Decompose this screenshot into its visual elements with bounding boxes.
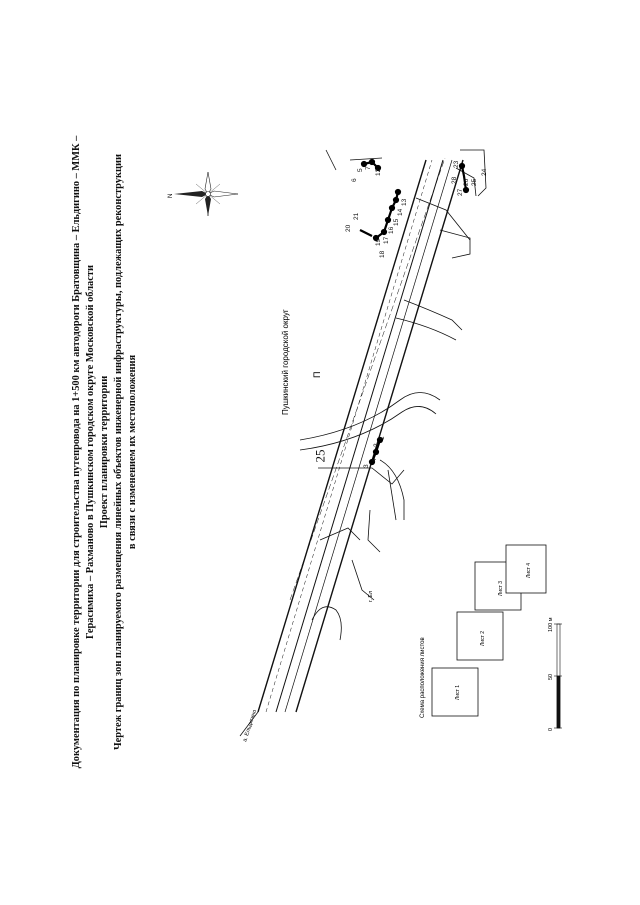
title-line-3: Проект планировки территории	[99, 375, 110, 529]
road-corridor	[240, 150, 463, 736]
point-label-7: 7	[365, 166, 372, 170]
point-label-19: 19	[375, 238, 382, 246]
point-label-14: 14	[397, 208, 404, 216]
point-label-6: 6	[351, 178, 358, 182]
district-label: Пушкинский городской округ	[281, 309, 290, 415]
point-label-24: 24	[481, 168, 488, 176]
road-label-end: г. Ел	[368, 590, 374, 602]
point-label-16: 16	[388, 226, 395, 234]
point-label-13: 13	[401, 198, 408, 206]
point-label-23: 23	[453, 160, 460, 168]
point-label-12: 12	[375, 168, 382, 176]
sheet-label-4: Лист 4	[526, 562, 532, 578]
point-label-18: 18	[379, 250, 386, 258]
title-line-5: в связи с изменением их местоположения	[127, 354, 138, 550]
title-line-4: Чертеж границ зон планируемого размещения линейных объектов инженерной инфраструктуры, подлежащих реконструкции	[113, 154, 124, 750]
point-label-2: 2	[373, 443, 380, 447]
point-label-20: 20	[345, 224, 352, 232]
scale-tick-50: 50	[548, 673, 554, 680]
point-label-27: 27	[457, 188, 464, 196]
sheet-label-3: Лист 3	[498, 580, 504, 596]
point-label-21: 21	[353, 212, 360, 220]
point-label-26: 26	[463, 178, 470, 186]
scale-tick-100: 100 м	[548, 617, 554, 632]
sheet-layout-title: Схема расположения листов	[420, 637, 426, 718]
point-label-17: 17	[383, 236, 390, 244]
point-label-28: 28	[451, 176, 458, 184]
point-label-15: 15	[393, 218, 400, 226]
sheet-label-1: Лист 1	[455, 684, 461, 700]
title-line-2: Герасимиха – Рахманово в Пушкинском городском округе Московской области	[85, 265, 96, 639]
scale-bar	[554, 624, 562, 728]
point-label-1: 1	[379, 436, 386, 440]
scale-tick-0: 0	[548, 727, 554, 731]
utility-lines	[360, 160, 468, 464]
title-line-1: Документация по планировке территории для строительства путепровода на 1+500 км автодороги Братовщина – Ельдигино – ММК –	[71, 135, 82, 769]
compass-north-label: N	[168, 193, 174, 198]
point-label-25: 25	[471, 178, 478, 186]
road-label-start: а. Ельдигино	[242, 709, 259, 743]
point-label-3: 3	[363, 464, 370, 468]
road-mark: П	[312, 371, 322, 378]
point-label-5: 5	[357, 168, 364, 172]
sheet-label-2: Лист 2	[480, 630, 486, 646]
page-number: 25	[312, 449, 328, 463]
point-label-4: 4	[371, 458, 378, 462]
compass-rose-icon	[174, 172, 238, 216]
